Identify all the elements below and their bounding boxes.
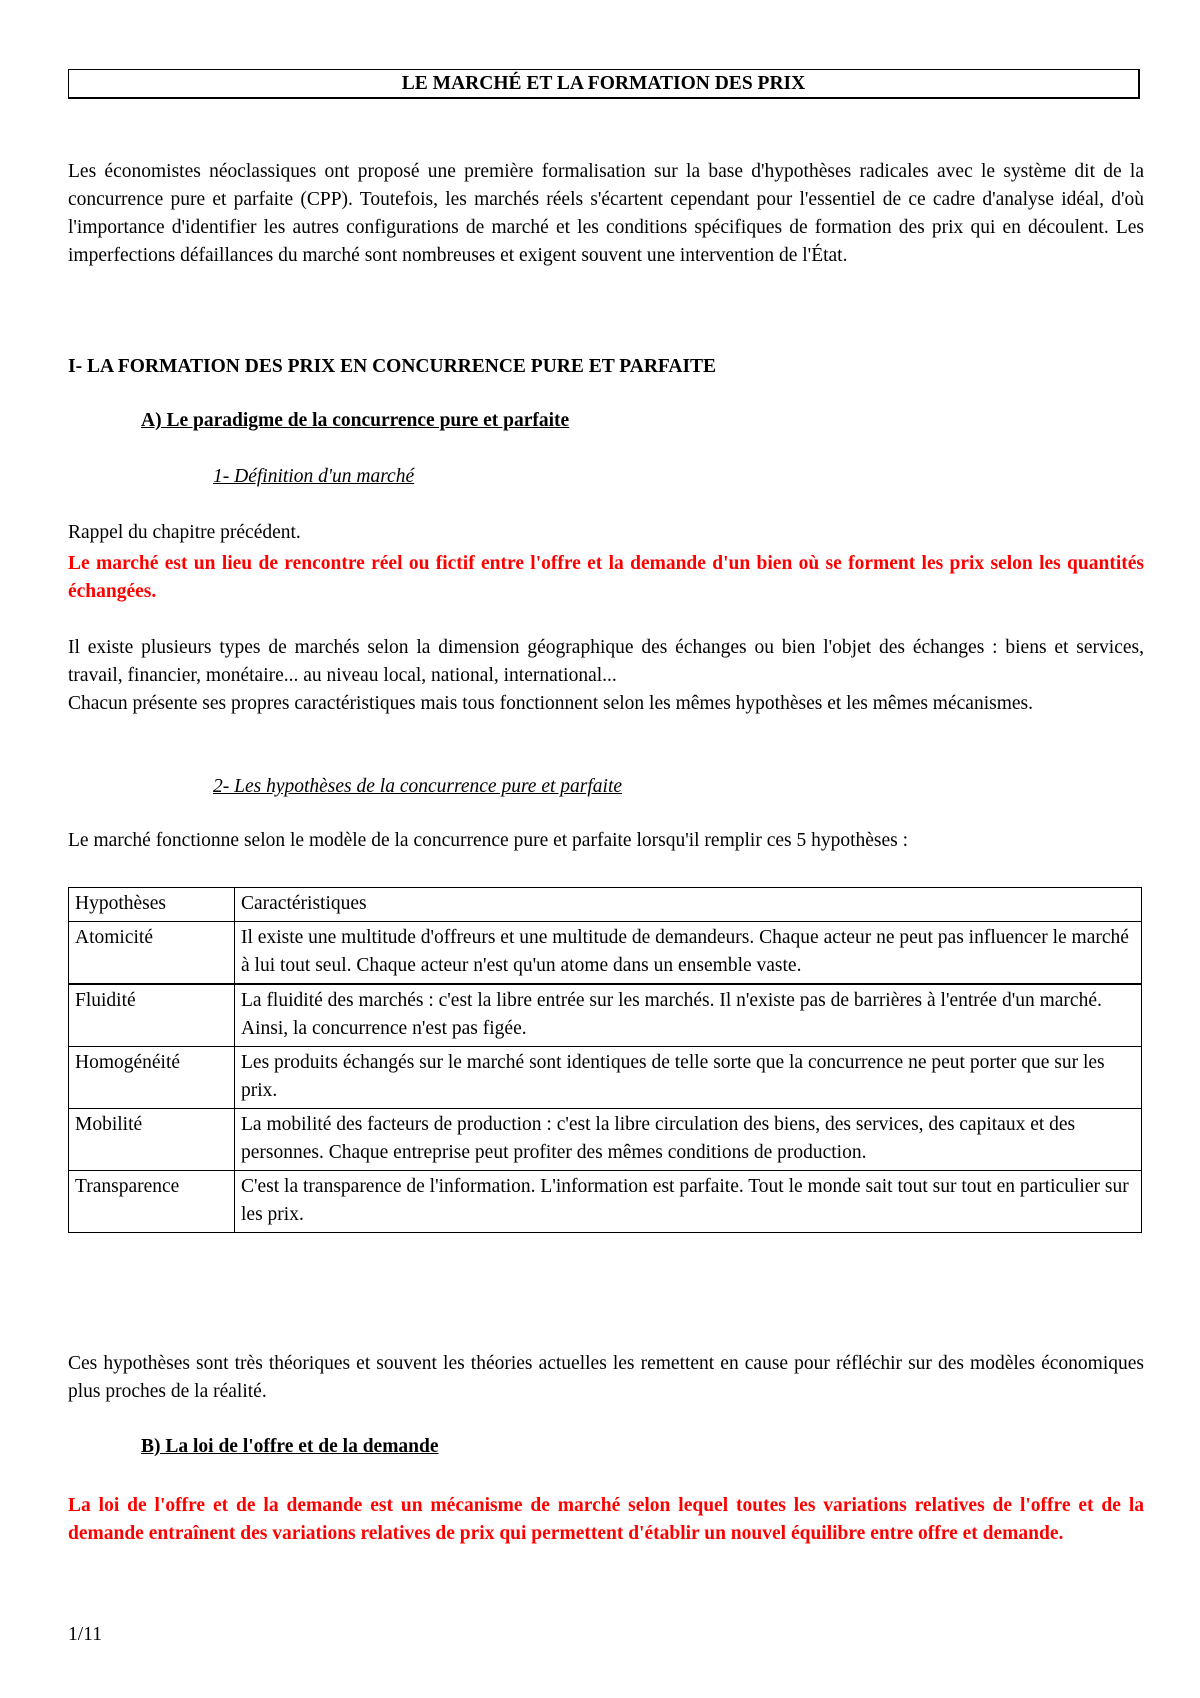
document-title: LE MARCHÉ ET LA FORMATION DES PRIX	[68, 69, 1140, 99]
table-header-row	[69, 888, 1142, 922]
hypothesis-name: Homogénéité	[69, 1047, 235, 1109]
table-row	[69, 922, 1142, 985]
hypothesis-name: Mobilité	[69, 1109, 235, 1171]
intro-paragraph: Les économistes néoclassiques ont proposé une première formalisation sur la base d'hypothèses radicales avec le système dit de la concurrence pure et parfaite (CPP). Toutefois, les marchés réels s'écartent cependant pour l'essentiel de ce cadre d'analyse idéal, d'où l'importance d'identifier les autres configurations de marché et les conditions spécifiques de formation des prix qui en découlent. Les imperfections défaillances du marché sont nombreuses et exigent souvent une intervention de l'État.	[68, 161, 1144, 266]
hypothesis-description: La mobilité des facteurs de production : c'est la libre circulation des biens, des services, des capitaux et des personnes. Chaque entreprise peut profiter des mêmes conditions de production.	[235, 1109, 1142, 1171]
page-number: 1/11	[68, 1624, 102, 1645]
hypothesis-description: C'est la transparence de l'information. L'information est parfaite. Tout le monde sait tout sur tout en particulier sur les prix.	[235, 1171, 1142, 1233]
table-row	[69, 1171, 1142, 1233]
market-mechanisms-paragraph: Chacun présente ses propres caractéristiques mais tous fonctionnent selon les mêmes hypothèses et les mêmes mécanismes.	[68, 693, 1033, 714]
table-row	[69, 984, 1142, 1047]
subheading-definition: 1- Définition d'un marché	[213, 466, 415, 487]
supply-demand-law: La loi de l'offre et de la demande est un mécanisme de marché selon lequel toutes les variations relatives de l'offre et de la demande entraînent des variations relatives de prix qui permettent d'établir un nouvel équilibre entre offre et demande.	[68, 1495, 1144, 1544]
hypothesis-name: Transparence	[69, 1171, 235, 1233]
hypothesis-name: Fluidité	[69, 984, 235, 1047]
market-types-paragraph: Il existe plusieurs types de marchés selon la dimension géographique des échanges ou bien l'objet des échanges : biens et services, travail, financier, monétaire... au niveau local, national, international...	[68, 637, 1144, 686]
hypothesis-description: Les produits échangés sur le marché sont identiques de telle sorte que la concurrence ne peut porter que sur les prix.	[235, 1047, 1142, 1109]
model-intro-text: Le marché fonctionne selon le modèle de la concurrence pure et parfaite lorsqu'il remplir ces 5 hypothèses :	[68, 830, 909, 851]
hypothesis-name: Atomicité	[69, 922, 235, 985]
hypothesis-description: La fluidité des marchés : c'est la libre entrée sur les marchés. Il n'existe pas de barrières à l'entrée d'un marché. Ainsi, la concurrence n'est pas figée.	[235, 984, 1142, 1047]
table-row	[69, 1047, 1142, 1109]
hypotheses-table	[68, 887, 1142, 1233]
subheading-hypotheses: 2- Les hypothèses de la concurrence pure et parfaite	[213, 776, 623, 797]
section-heading-1: I- LA FORMATION DES PRIX EN CONCURRENCE PURE ET PARFAITE	[68, 356, 717, 377]
rappel-text: Rappel du chapitre précédent.	[68, 522, 301, 543]
table-row	[69, 1109, 1142, 1171]
market-definition: Le marché est un lieu de rencontre réel ou fictif entre l'offre et la demande d'un bien où se forment les prix selon les quantités échangées.	[68, 553, 1144, 602]
subsection-heading-b: B) La loi de l'offre et de la demande	[141, 1436, 439, 1457]
table-header-cell: Caractéristiques	[235, 888, 1142, 922]
theories-paragraph: Ces hypothèses sont très théoriques et souvent les théories actuelles les remettent en cause pour réfléchir sur des modèles économiques plus proches de la réalité.	[68, 1353, 1144, 1402]
subsection-heading-a: A) Le paradigme de la concurrence pure et parfaite	[141, 410, 570, 431]
table-header-cell: Hypothèses	[69, 888, 235, 922]
hypothesis-description: Il existe une multitude d'offreurs et une multitude de demandeurs. Chaque acteur ne peut pas influencer le marché à lui tout seul. Chaque acteur n'est qu'un atome dans un ensemble vaste.	[235, 922, 1142, 985]
